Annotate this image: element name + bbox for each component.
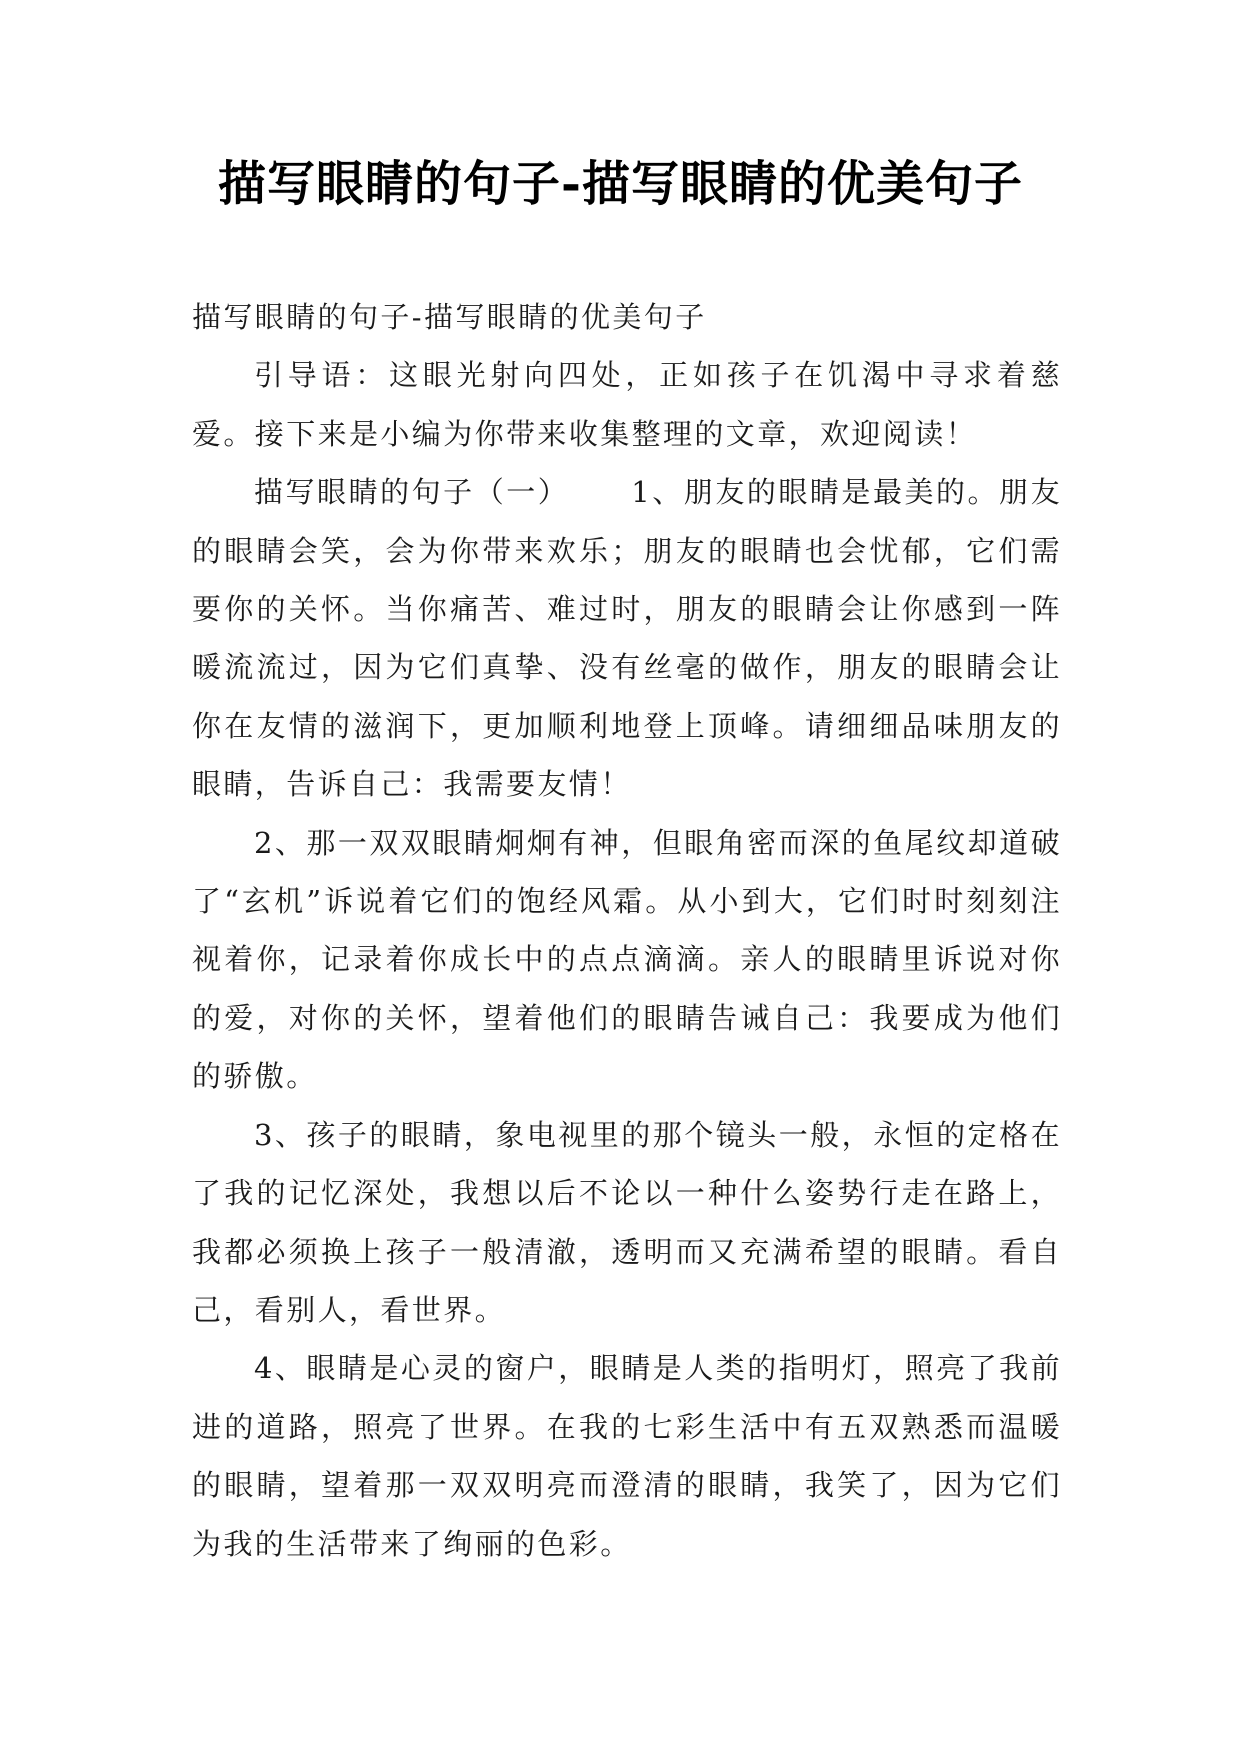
item-1-text: 1、朋友的眼睛是最美的。朋友的眼睛会笑，会为你带来欢乐；朋友的眼睛也会忧郁，它们需要你的关怀。当你痛苦、难过时，朋友的眼睛会让你感到一阵暖流流过，因为它们真挚、没有丝毫的做作，朋友的眼睛会让你在友情的滋润下，更加顺利地登上顶峰。请细细品味朋友的眼睛，告诉自己：我需要友情！ <box>192 475 1062 802</box>
item-3-paragraph: 3、孩子的眼睛，象电视里的那个镜头一般，永恒的定格在了我的记忆深处，我想以后不论以一种什么姿势行走在路上，我都必须换上孩子一般清澈，透明而又充满希望的眼睛。看自己，看别人，看世界。 <box>192 1117 1062 1327</box>
intro-paragraph: 引导语：这眼光射向四处，正如孩子在饥渴中寻求着慈爱。接下来是小编为你带来收集整理的文章，欢迎阅读！ <box>192 358 1062 451</box>
subtitle-paragraph: 描写眼睛的句子-描写眼睛的优美句子 <box>192 300 707 334</box>
document-body <box>192 288 1062 1573</box>
section-paragraph-1 <box>192 463 1062 813</box>
item-4-paragraph: 4、眼睛是心灵的窗户，眼睛是人类的指明灯，照亮了我前进的道路，照亮了世界。在我的七彩生活中有五双熟悉而温暖的眼睛，望着那一双双明亮而澄清的眼睛，我笑了，因为它们为我的生活带来了绚丽的色彩。 <box>192 1351 1062 1561</box>
item-2-paragraph: 2、那一双双眼睛炯炯有神，但眼角密而深的鱼尾纹却道破了“玄机”诉说着它们的饱经风霜。从小到大，它们时时刻刻注视着你，记录着你成长中的点点滴滴。亲人的眼睛里诉说对你的爱，对你的关怀，望着他们的眼睛告诫自己：我要成为他们的骄傲。 <box>192 825 1062 1094</box>
section-heading: 描写眼睛的句子（一） <box>254 475 570 510</box>
document-title: 描写眼睛的句子-描写眼睛的优美句子 <box>218 156 1023 212</box>
